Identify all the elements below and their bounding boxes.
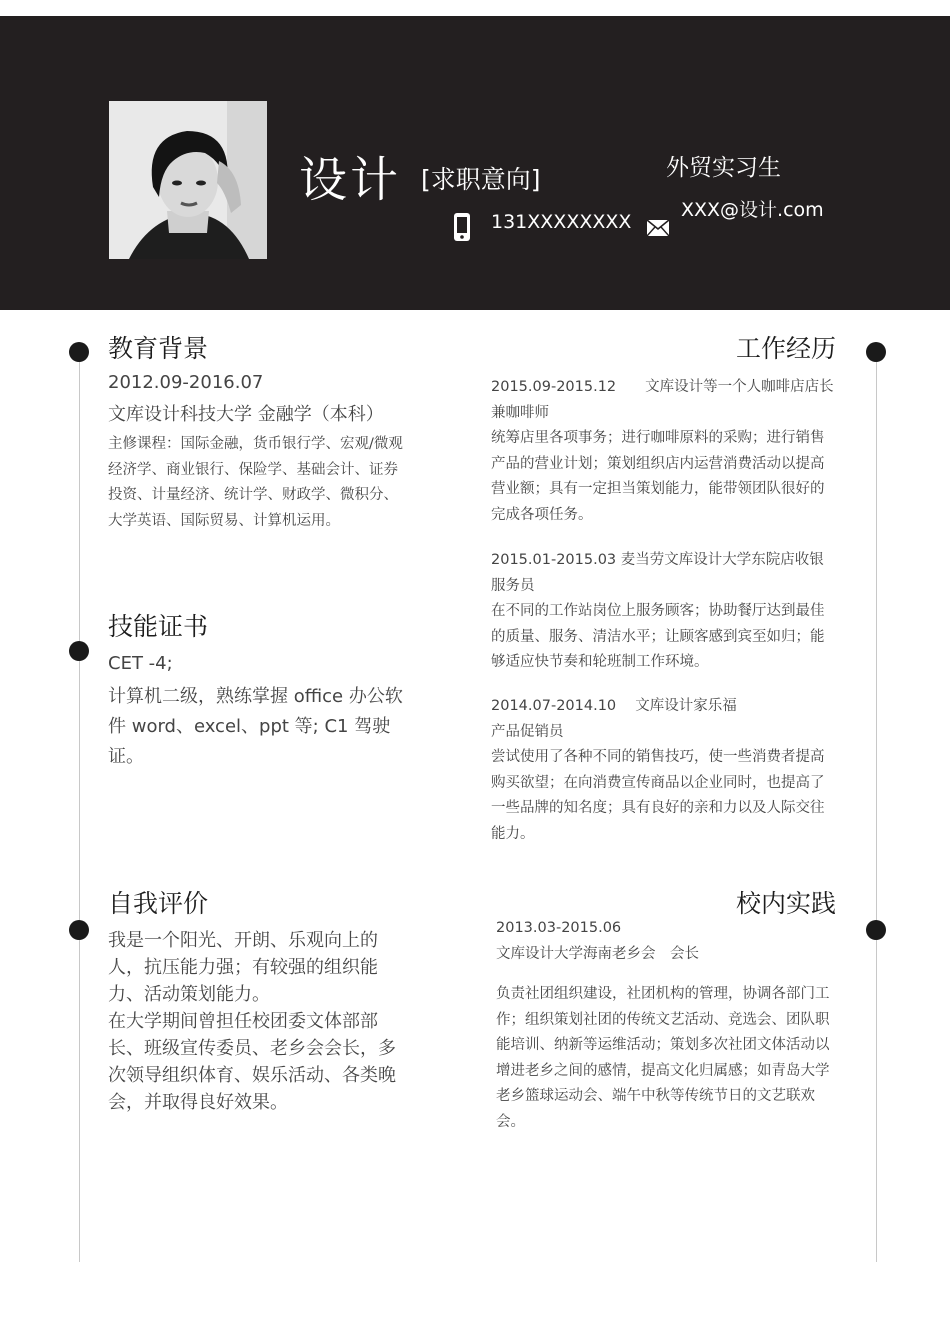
timeline-dot-work <box>866 342 886 362</box>
applicant-name: 设计 <box>299 152 402 208</box>
self-eval-para-2: 在大学期间曾担任校团委文体部部长、班级宣传委员、老乡会会长，多次领导组织体育、娱乐活动、各类晚会，并取得良好效果。 <box>108 1011 396 1113</box>
skills-title: 技能证书 <box>108 612 209 641</box>
phone-number: 131XXXXXXXX <box>491 211 632 233</box>
work-item-desc: 在不同的工作站岗位上服务顾客；协助餐厅达到最佳的质量、服务、清洁水平；让顾客感到宾至如归；能够适应快节奏和轮班制工作环境。 <box>491 603 825 670</box>
mail-icon <box>646 219 670 237</box>
email-address: XXX@设计.com <box>681 199 824 221</box>
right-timeline-line <box>876 352 877 1262</box>
profile-photo <box>109 101 267 259</box>
education-courses: 主修课程：国际金融，货币银行学、宏观/微观经济学、商业银行、保险学、基础会计、证券投资、计量经济、统计学、财政学、微积分、大学英语、国际贸易、计算机运用。 <box>108 436 403 529</box>
campus-period: 2013.03-2015.06 <box>496 920 622 936</box>
portrait-image <box>109 101 267 259</box>
work-item-desc: 统筹店里各项事务；进行咖啡原料的采购；进行销售产品的营业计划；策划组织店内运营消费活动以提高营业额；具有一定担当策划能力，能带领团队很好的完成各项任务。 <box>491 430 825 523</box>
self-eval-title: 自我评价 <box>108 889 209 918</box>
work-item-heading: 2015.01-2015.03 麦当劳文库设计大学东院店收银服务员 <box>491 552 824 594</box>
work-item <box>491 694 836 847</box>
target-position: 外贸实习生 <box>666 155 781 181</box>
work-item-role: 产品促销员 <box>491 723 564 740</box>
left-timeline-line <box>79 352 80 1262</box>
timeline-dot-self-eval <box>69 920 89 940</box>
work-item-desc: 尝试使用了各种不同的销售技巧，使一些消费者提高购买欲望；在向消费宣传商品以企业同时，也提高了一些品牌的知名度；具有良好的亲和力以及人际交往能力。 <box>491 749 825 842</box>
work-item-heading: 2015.09-2015.12 文库设计等一个人咖啡店店长兼咖啡师 <box>491 379 834 421</box>
timeline-dot-education <box>69 342 89 362</box>
campus-title: 校内实践 <box>735 889 836 918</box>
job-intent-label: [求职意向] <box>421 165 541 194</box>
phone-icon <box>452 212 472 242</box>
work-item <box>491 548 836 676</box>
work-title: 工作经历 <box>735 334 836 363</box>
self-eval-text <box>108 927 404 1116</box>
education-school: 文库设计科技大学 金融学（本科） <box>108 404 384 425</box>
campus-desc: 负责社团组织建设，社团机构的管理，协调各部门工作；组织策划社团的传统文艺活动、竞选会、团队职能培训、纳新等运维活动；策划多次社团文体活动以增进老乡之间的感情，提高文化归属感；如青岛大学老乡篮球运动会、端午中秋等传统节日的文艺联欢会。 <box>496 986 830 1130</box>
self-eval-para-1: 我是一个阳光、开朗、乐观向上的人，抗压能力强；有较强的组织能力、活动策划能力。 <box>108 930 378 1005</box>
work-item <box>491 375 836 528</box>
skills-line-1: CET -4; <box>108 653 173 674</box>
work-item-heading: 2014.07-2014.10 文库设计家乐福 <box>491 698 737 714</box>
education-title: 教育背景 <box>108 334 209 363</box>
timeline-dot-skills <box>69 641 89 661</box>
campus-org: 文库设计大学海南老乡会 会长 <box>496 946 699 962</box>
timeline-dot-campus <box>866 920 886 940</box>
skills-line-2: 计算机二级，熟练掌握 office 办公软件 word、excel、ppt 等; C1 驾驶证。 <box>108 686 403 767</box>
education-period: 2012.09-2016.07 <box>108 372 264 393</box>
